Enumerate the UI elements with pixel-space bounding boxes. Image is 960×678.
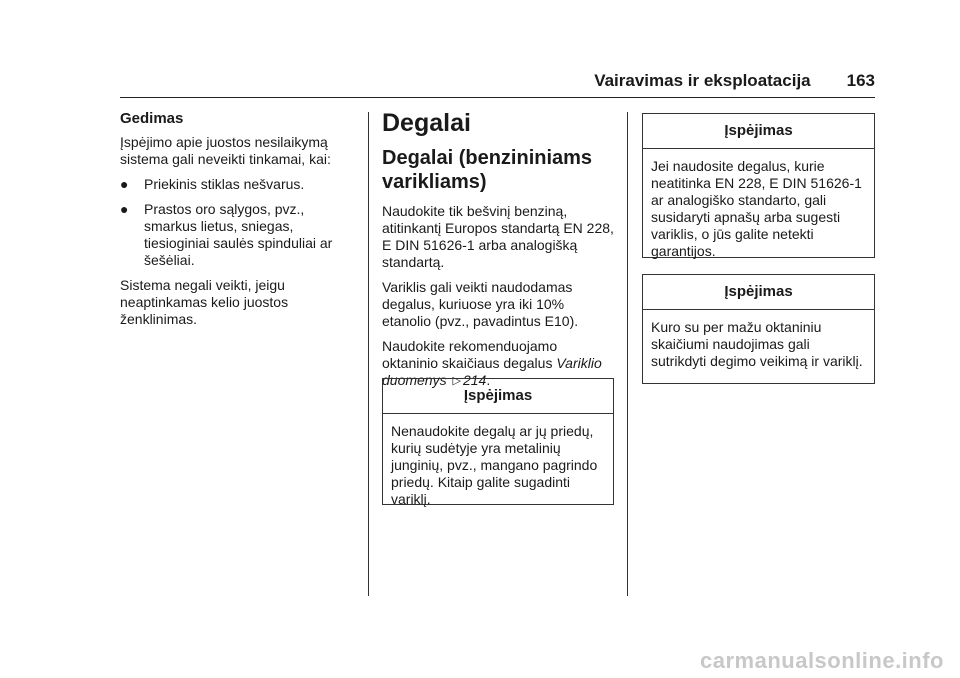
warning-box-octane (642, 274, 875, 384)
section-subtitle: Degalai (benzininiams varikliams) (382, 147, 593, 193)
warning-title: Įspėjimas (383, 379, 613, 414)
list-item-text: Priekinis stiklas nešvarus. (144, 176, 305, 192)
warning-title: Įspėjimas (643, 114, 874, 149)
page-reference-arrow-icon: ▷ (452, 375, 461, 387)
warning-text: Kuro su per mažu oktaniniu skaičiumi naudojimas gali sutrikdyti degimo veikimą ir variklį. (651, 319, 863, 369)
warning-box-additives (382, 378, 614, 505)
sentence-end: . (486, 372, 491, 388)
closing-paragraph: Sistema negali veikti, jeigu neaptinkamas kelio juostos ženklinimas. (120, 277, 289, 327)
warning-title: Įspėjimas (643, 275, 874, 310)
list-item (120, 201, 352, 269)
watermark: carmanualsonline.info (700, 648, 944, 673)
octane-text: Naudokite rekomenduojamo oktaninio skaičiaus degalus (382, 338, 558, 371)
column-divider-left (368, 112, 369, 596)
section-title: Vairavimas ir eksploatacija (594, 71, 811, 90)
warning-box-standard (642, 113, 875, 258)
column-divider-right (627, 112, 628, 596)
bullet-marker: ● (120, 176, 129, 192)
chapter-title: Degalai (382, 109, 471, 137)
middle-column (382, 108, 614, 398)
section-heading-gedimas: Gedimas (120, 110, 184, 127)
warning-text: Jei naudosite degalus, kurie neatitinka EN 228, E DIN 51626-1 ar analogiško standarto, gali susidaryti apnašų arba sugesti variklis, o jūs galite netekti garantijos. (651, 158, 862, 259)
list-item-text: Prastos oro sąlygos, pvz., smarkus lietus, sniegas, tiesioginiai saulės spinduliai ar šešėliai. (144, 201, 333, 268)
intro-paragraph: Įspėjimo apie juostos nesilaikymą sistema gali neveikti tinkamai, kai: (120, 134, 331, 167)
cross-reference-page[interactable]: 214 (462, 372, 487, 388)
page-header (120, 71, 875, 95)
paragraph-fuel-standard: Naudokite tik bešvinį benziną, atitinkantį Europos standartą EN 228, E DIN 51626-1 arba analogišką standartą. (382, 203, 614, 270)
cross-reference-link[interactable]: Variklio duomenys (382, 355, 602, 388)
paragraph-ethanol: Variklis gali veikti naudodamas degalus, kuriuose yra iki 10% etanolio (pvz., pavadintus E10). (382, 279, 579, 329)
warning-text: Nenaudokite degalų ar jų priedų, kurių sudėtyje yra metalinių junginių, pvz., mangano pagrindo priedų. Kitaip galite sugadinti variklį. (391, 423, 598, 507)
bullet-marker: ● (120, 201, 129, 217)
list-item (120, 176, 352, 193)
header-divider (120, 97, 875, 98)
left-column (120, 110, 352, 336)
page-number: 163 (846, 71, 875, 90)
